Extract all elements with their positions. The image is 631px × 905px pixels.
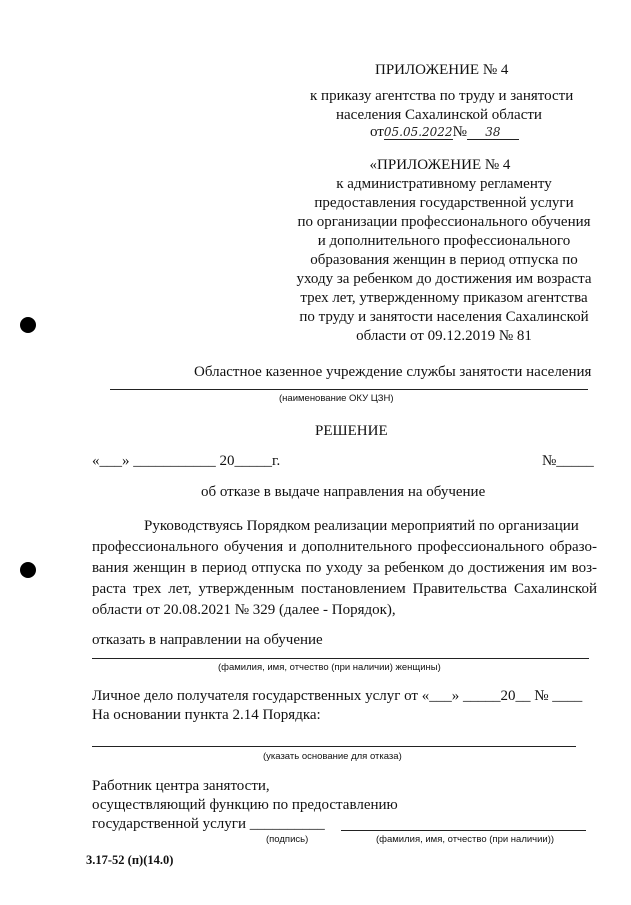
- body-paragraph: [92, 516, 597, 621]
- signature-name-underline: [341, 830, 586, 831]
- appendix-reg-line: трех лет, утвержденному приказом агентства: [300, 290, 588, 306]
- appendix-reg-line: по организации профессионального обучения: [297, 214, 591, 230]
- refuse-caption: (фамилия, имя, отчество (при наличии) женщины): [218, 662, 441, 673]
- appendix-top-line1: к приказу агентства по труду и занятости: [310, 88, 574, 104]
- appendix-reg-line: по труду и занятости населения Сахалинской: [299, 309, 589, 325]
- body-line: вания женщин в период отпуска по уходу за ребенком до достижения им воз-: [92, 560, 597, 576]
- appendix-reg-line: к административному регламенту: [336, 176, 552, 192]
- signature-name-caption: (фамилия, имя, отчество (при наличии)): [376, 834, 555, 845]
- handwritten-date: 05.05.2022: [383, 125, 453, 139]
- decision-subject: об отказе в выдаче направления на обучение: [201, 484, 486, 500]
- signature-line3: государственной услуги __________: [92, 816, 325, 832]
- basis-underline: [92, 746, 576, 747]
- date-prefix: от: [370, 124, 384, 140]
- org-underline: [110, 389, 588, 390]
- body-line: раста трех лет, утвержденным постановлением Правительства Сахалинской: [92, 581, 597, 597]
- org-name: Областное казенное учреждение службы занятости населения: [194, 364, 592, 380]
- body-line: профессионального обучения и дополнительного профессионального образо-: [92, 539, 597, 555]
- decision-number: №_____: [542, 453, 594, 469]
- appendix-reg-line: уходу за ребенком до достижения им возраста: [296, 271, 592, 287]
- punch-hole-top: [20, 317, 36, 333]
- handwritten-number: 38: [467, 125, 519, 140]
- body-line: Руководствуясь Порядком реализации мероприятий по организации: [144, 518, 579, 534]
- appendix-reg-line: области от 09.12.2019 № 81: [356, 328, 532, 344]
- appendix-reg-block: [279, 156, 609, 346]
- number-prefix: №: [452, 124, 467, 140]
- body-line: области от 20.08.2021 № 329 (далее - Порядок),: [92, 602, 396, 618]
- decision-date: «___» ___________ 20_____г.: [92, 453, 281, 469]
- appendix-reg-title: «ПРИЛОЖЕНИЕ № 4: [369, 157, 511, 173]
- appendix-top-title: ПРИЛОЖЕНИЕ № 4: [375, 62, 509, 78]
- signature-line1: Работник центра занятости,: [92, 778, 270, 794]
- personal-file: Личное дело получателя государственных услуг от «___» _____20__ № ____: [92, 688, 583, 704]
- refuse-text: отказать в направлении на обучение: [92, 632, 323, 648]
- basis-caption: (указать основание для отказа): [263, 751, 402, 762]
- decision-title: РЕШЕНИЕ: [315, 423, 388, 439]
- appendix-reg-line: образования женщин в период отпуска по: [310, 252, 578, 268]
- signature-line2: осуществляющий функцию по предоставлению: [92, 797, 398, 813]
- appendix-top-date-row: [370, 124, 519, 141]
- appendix-reg-line: предоставления государственной услуги: [314, 195, 574, 211]
- refuse-underline: [92, 658, 589, 659]
- basis-text: На основании пункта 2.14 Порядка:: [92, 707, 321, 723]
- punch-hole-bottom: [20, 562, 36, 578]
- appendix-reg-line: и дополнительного профессионального: [317, 233, 571, 249]
- appendix-top-line2: населения Сахалинской области: [336, 107, 542, 123]
- signature-sign-caption: (подпись): [266, 834, 309, 845]
- form-code: 3.17-52 (п)(14.0): [86, 853, 174, 867]
- org-caption: (наименование ОКУ ЦЗН): [279, 393, 394, 404]
